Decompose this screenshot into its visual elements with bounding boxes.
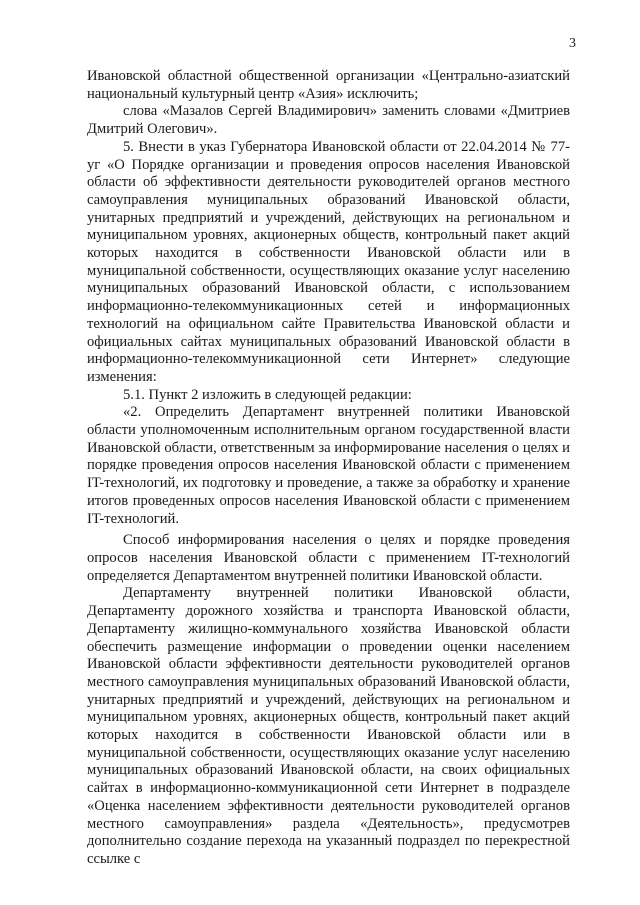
paragraph-informing-method: Способ информирования населения о целях и порядке проведения опросов населения Ивановской области с применением IT-технологий определяется Департаментом внутренней политики Ивановской области. <box>87 532 570 584</box>
paragraph-quote-point-2: «2. Определить Департамент внутренней политики Ивановской области уполномоченным исполнительным органом государственной власти Ивановской области, ответственным за информирование населения о целях и порядке проведения опросов населения Ивановской области с применением IT-технологий, их подготовку и проведение, а также за обработку и хранение итогов проведенных опросов населения Ивановской области с применением IT-технологий. <box>87 404 570 527</box>
paragraph-item-5-1: 5.1. Пункт 2 изложить в следующей редакции: <box>123 386 412 403</box>
paragraph-departments: Департаменту внутренней политики Ивановской области, Департаменту дорожного хозяйства и транспорта Ивановской области, Департаменту жилищно-коммунального хозяйства Ивановской области обеспечить размещение информации о проведении оценки населением Ивановской области эффективности деятельности руководителей органов местного самоуправления муниципальных образований Ивановской области, унитарных предприятий и учреждений, действующих на региональном и муниципальном уровнях, акционерных обществ, контрольный пакет акций которых находится в собственности Ивановской области или в муниципальной собственности, осуществляющих оказание услуг населению муниципальных образований Ивановской области, на своих официальных сайтах в информационно-коммуникационной сети Интернет в подразделе «Оценка населением эффективности деятельности руководителей органов местного самоуправления» раздела «Деятельность», предусмотрев дополнительно создание перехода на указанный подраздел по перекрестной ссылке с <box>87 585 570 867</box>
paragraph-item-5: 5. Внести в указ Губернатора Ивановской области от 22.04.2014 № 77-уг «О Порядке организации и проведения опросов населения Ивановской области об эффективности деятельности руководителей органов местного самоуправления муниципальных образований Ивановской области, унитарных предприятий и учреждений, действующих на региональном и муниципальном уровнях, акционерных обществ, контрольный пакет акций которых находится в собственности Ивановской области или в муниципальной собственности, осуществляющих оказание услуг населению муниципальных образований Ивановской области, с использованием информационно-телекоммуникационных сетей и информационных технологий на официальном сайте Правительства Ивановской области и официальных сайтах муниципальных образований Ивановской области в информационно-телекоммуникационной сети Интернет» следующие изменения: <box>87 138 570 385</box>
document-body <box>87 68 570 869</box>
page-number: 3 <box>569 36 576 51</box>
paragraph-2: слова «Мазалов Сергей Владимирович» заменить словами «Дмитриев Дмитрий Олегович». <box>87 103 570 138</box>
paragraph-1: Ивановской областной общественной организации «Центрально-азиатский национальный культурный центр «Азия» исключить; <box>87 68 570 102</box>
